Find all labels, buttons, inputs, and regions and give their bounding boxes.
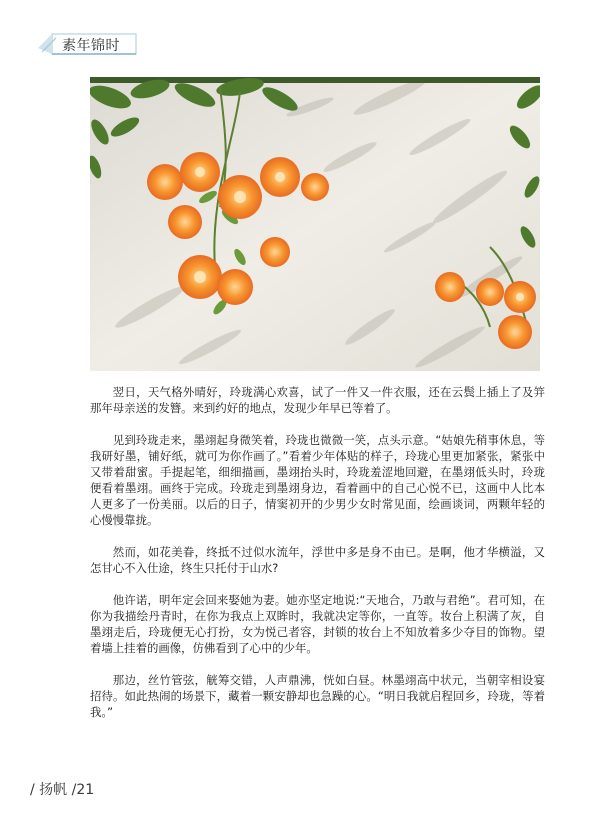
- paragraph: 他许诺，明年定会回来娶她为妻。她亦坚定地说:“天地合，乃敢与君绝”。君可知，在你为我描绘丹青时，在你为我点上双眸时，我就决定等你，一直等。妆台上积满了灰，自墨翊走后，玲珑便无心打扮，女为悦己者容，封锁的妆台上不知放着多少夺目的饰物。望着墙上挂着的画像，仿佛看到了心中的少年。: [90, 593, 545, 655]
- page-folio: / 扬帆 /21: [30, 782, 95, 798]
- section-title: 素年锦时: [62, 38, 120, 54]
- paragraph: 然而，如花美眷，终抵不过似水流年，浮世中多是身不由已。是啊，他才华横溢，又怎甘心不入仕途，终生只托付于山水?: [90, 545, 545, 575]
- paragraph: 那边，丝竹管弦，觥筹交错，人声鼎沸，恍如白昼。林墨翊高中状元，当朝宰相设宴招待。如此热闹的场景下，藏着一颗安静却也急躁的心。“明日我就启程回乡，玲珑，等着我。”: [90, 673, 545, 719]
- section-tag: [38, 30, 138, 56]
- paragraph: 翌日，天气格外晴好，玲珑满心欢喜，试了一件又一件衣服，还在云鬓上插上了及笄那年母亲送的发簪。来到约好的地点，发现少年早已等着了。: [90, 385, 545, 415]
- paragraph: 见到玲珑走来，墨翊起身微笑着，玲珑也微微一笑，点头示意。“姑娘先稍事休息，等我研好墨，铺好纸，就可为你作画了。”看着少年体贴的样子，玲珑心里更加紧张，紧张中又带着甜蜜。手提起笔，细细描画，墨翊抬头时，玲珑羞涩地回避，在墨翊低头时，玲珑便看着墨翊。画终于完成。玲珑走到墨翊身边，看着画中的自己心悦不已，这画中人比本人更多了一份美丽。以后的日子，情窦初开的少男少女时常见面，绘画谈词，两颗年轻的心慢慢靠拢。: [90, 433, 545, 527]
- article-photo: [90, 77, 540, 371]
- article-body: [90, 384, 545, 736]
